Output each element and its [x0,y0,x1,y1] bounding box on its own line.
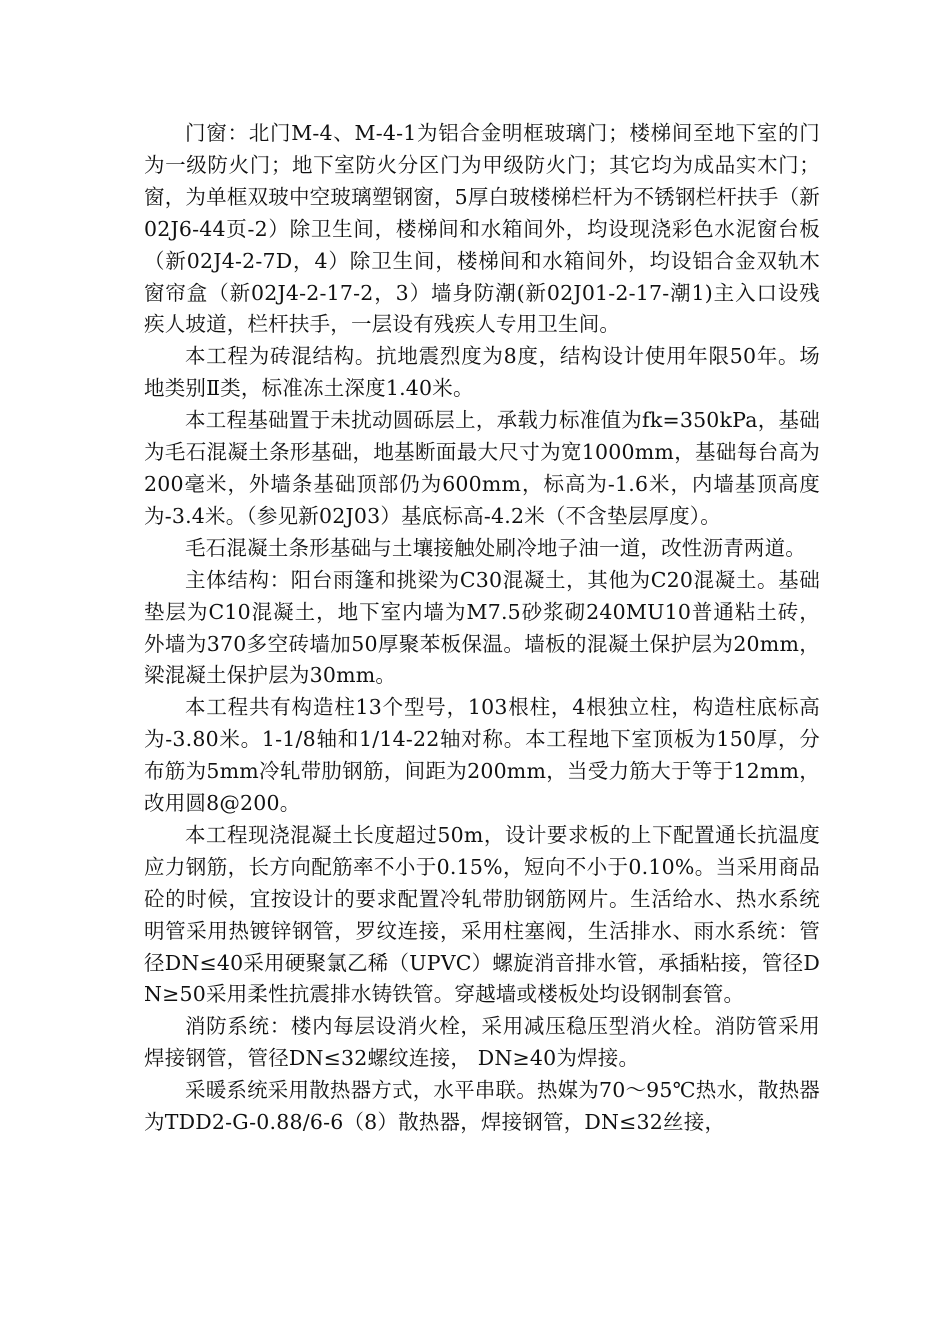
paragraph-structural-columns: 本工程共有构造柱13个型号，103根柱，4根独立柱，构造柱底标高为-3.80米。1-1/8轴和1/14-22轴对称。本工程地下室顶板为150厚，分布筋为5mm冷轧带肋钢筋，间距为200mm，当受力筋大于等于12mm，改用圆8@200。 [144,695,820,816]
paragraph-concrete-plumbing: 本工程现浇混凝土长度超过50m，设计要求板的上下配置通长抗温度应力钢筋，长方向配筋率不小于0.15%，短向不小于0.10%。当采用商品砼的时候，宜按设计的要求配置冷轧带肋钢筋网片。生活给水、热水系统明管采用热镀锌钢管，罗纹连接，采用柱塞阀，生活排水、雨水系统：管径DN≤40采用硬聚氯乙稀（UPVC）螺旋消音排水管，承插粘接，管径DN≥50采用柔性抗震排水铸铁管。穿越墙或楼板处均设钢制套管。 [144,822,820,1007]
paragraph-fire-protection: 消防系统：楼内每层设消火栓，采用减压稳压型消火栓。消防管采用焊接钢管，管径DN≤32螺纹连接， DN≥40为焊接。 [144,1014,820,1071]
paragraph-foundation: 本工程基础置于未扰动圆砾层上，承载力标准值为fk=350kPa，基础为毛石混凝土条形基础，地基断面最大尺寸为宽1000mm，基础每台高为200毫米，外墙条基础顶部仍为600mm，标高为-1.6米，内墙基顶高度为-3.4米。（参见新02J03）基底标高-4.2米（不含垫层厚度）。 [144,408,820,528]
paragraph-structure-type: 本工程为砖混结构。抗地震烈度为8度，结构设计使用年限50年。场地类别Ⅱ类，标准冻土深度1.40米。 [144,344,820,401]
paragraph-foundation-waterproofing: 毛石混凝土条形基础与土壤接触处刷冷地子油一道，改性沥青两道。 [185,535,806,560]
document-body [144,118,820,1139]
paragraph-heating: 采暖系统采用散热器方式，水平串联。热媒为70～95℃热水，散热器为TDD2-G-0.88/6-6（8）散热器，焊接钢管，DN≤32丝接， [144,1078,821,1135]
paragraph-doors-windows: 门窗：北门M-4、M-4-1为铝合金明框玻璃门；楼梯间至地下室的门为一级防火门；地下室防火分区门为甲级防火门；其它均为成品实木门；窗，为单框双玻中空玻璃塑钢窗，5厚白玻楼梯栏杆为不锈钢栏杆扶手（新02J6-44页-2）除卫生间，楼梯间和水箱间外，均设现浇彩色水泥窗台板（新02J4-2-7D，4）除卫生间，楼梯间和水箱间外，均设铝合金双轨木窗帘盒（新02J4-2-17-2，3）墙身防潮(新02J01-2-17-潮1)主入口设残疾人坡道，栏杆扶手，一层设有残疾人专用卫生间。 [144,121,820,337]
paragraph-main-structure: 主体结构：阳台雨篷和挑梁为C30混凝土，其他为C20混凝土。基础垫层为C10混凝土，地下室内墙为M7.5砂浆砌240MU10普通粘土砖，外墙为370多空砖墙加50厚聚苯板保温。墙板的混凝土保护层为20mm，梁混凝土保护层为30mm。 [144,567,820,688]
